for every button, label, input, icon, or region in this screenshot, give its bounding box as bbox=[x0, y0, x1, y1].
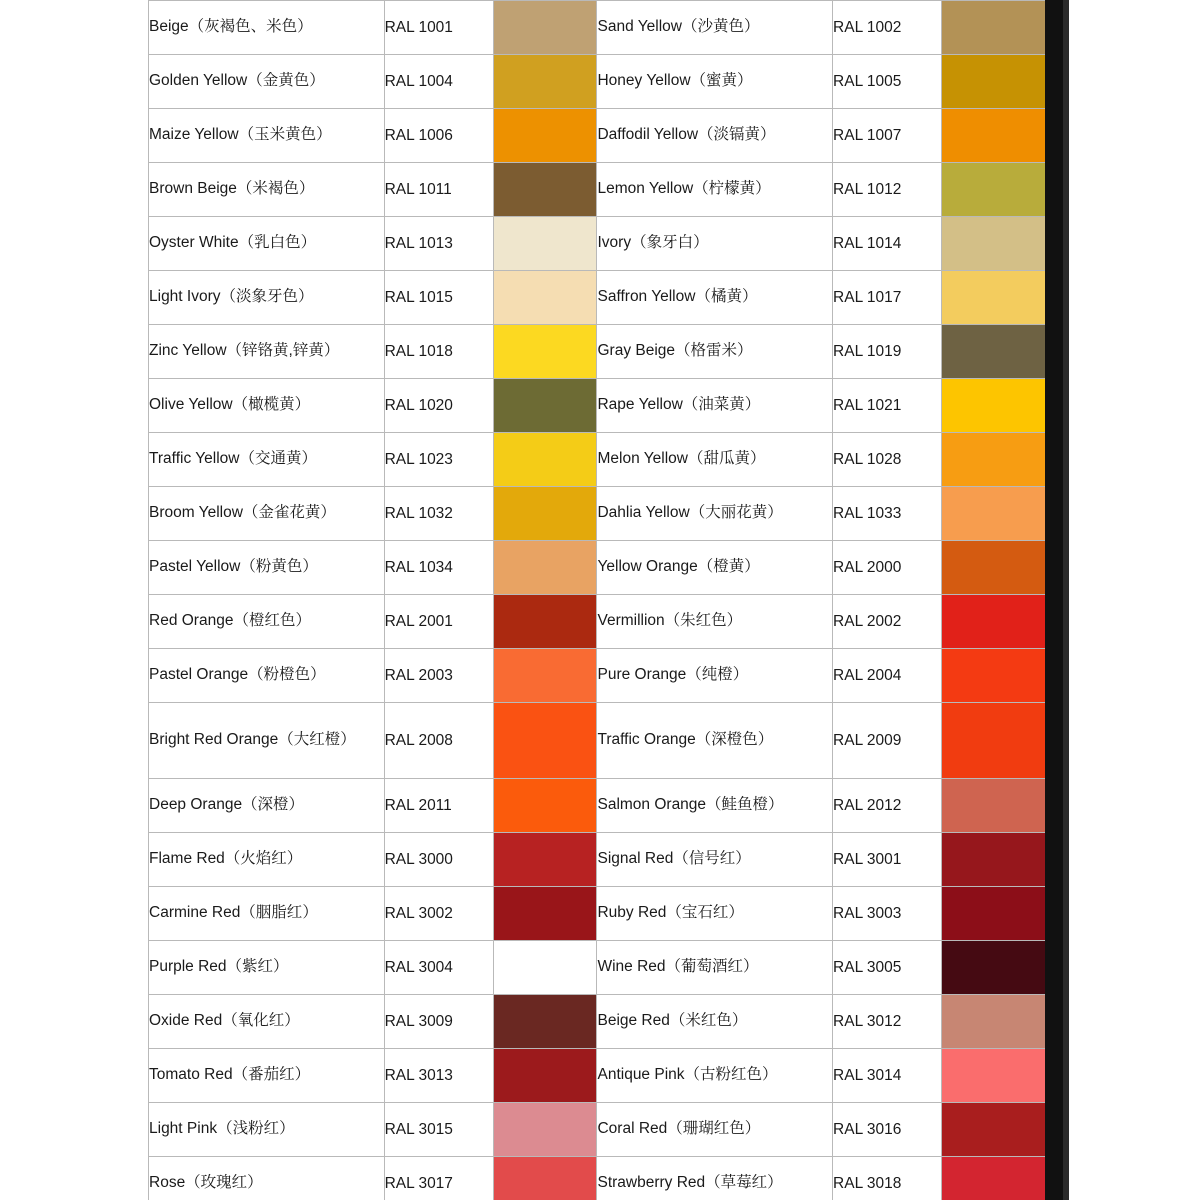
swatch-fill bbox=[494, 833, 597, 886]
swatch-fill bbox=[942, 779, 1045, 832]
swatch-fill bbox=[942, 1049, 1045, 1102]
table-row bbox=[149, 779, 1046, 833]
table-row bbox=[149, 55, 1046, 109]
color-swatch-left bbox=[493, 703, 597, 779]
swatch-fill bbox=[494, 217, 597, 270]
color-code-left: RAL 2008 bbox=[384, 703, 493, 779]
color-swatch-left bbox=[493, 433, 597, 487]
color-code-right: RAL 1002 bbox=[833, 1, 942, 55]
color-code-left: RAL 2001 bbox=[384, 595, 493, 649]
color-swatch-right bbox=[942, 379, 1046, 433]
color-code-left: RAL 3013 bbox=[384, 1049, 493, 1103]
color-swatch-left bbox=[493, 941, 597, 995]
color-swatch-right bbox=[942, 649, 1046, 703]
color-code-right: RAL 2004 bbox=[833, 649, 942, 703]
swatch-fill bbox=[942, 163, 1045, 216]
color-code-left: RAL 1015 bbox=[384, 271, 493, 325]
color-swatch-right bbox=[942, 1, 1046, 55]
swatch-fill bbox=[494, 1103, 597, 1156]
color-swatch-left bbox=[493, 887, 597, 941]
color-name-right: Lemon Yellow（柠檬黄） bbox=[597, 163, 833, 217]
color-name-right: Vermillion（朱红色） bbox=[597, 595, 833, 649]
color-swatch-left bbox=[493, 595, 597, 649]
color-name-left: Deep Orange（深橙） bbox=[149, 779, 385, 833]
color-code-left: RAL 1032 bbox=[384, 487, 493, 541]
color-swatch-right bbox=[942, 1103, 1046, 1157]
color-swatch-left bbox=[493, 779, 597, 833]
color-name-right: Dahlia Yellow（大丽花黄） bbox=[597, 487, 833, 541]
color-swatch-right bbox=[942, 887, 1046, 941]
table-row bbox=[149, 1103, 1046, 1157]
color-swatch-left bbox=[493, 55, 597, 109]
color-code-right: RAL 2012 bbox=[833, 779, 942, 833]
page-edge-shadow bbox=[1045, 0, 1063, 1200]
color-name-right: Coral Red（珊瑚红色） bbox=[597, 1103, 833, 1157]
table-row bbox=[149, 379, 1046, 433]
page-outer-margin bbox=[1069, 0, 1200, 1200]
swatch-fill bbox=[942, 541, 1045, 594]
color-name-left: Rose（玫瑰红） bbox=[149, 1157, 385, 1200]
color-name-right: Salmon Orange（鲑鱼橙） bbox=[597, 779, 833, 833]
swatch-fill bbox=[494, 271, 597, 324]
color-swatch-right bbox=[942, 1049, 1046, 1103]
color-code-left: RAL 2003 bbox=[384, 649, 493, 703]
color-swatch-right bbox=[942, 55, 1046, 109]
color-code-right: RAL 3003 bbox=[833, 887, 942, 941]
color-code-left: RAL 3009 bbox=[384, 995, 493, 1049]
color-code-left: RAL 3017 bbox=[384, 1157, 493, 1200]
swatch-fill bbox=[942, 217, 1045, 270]
color-code-left: RAL 1023 bbox=[384, 433, 493, 487]
swatch-fill bbox=[942, 325, 1045, 378]
color-name-right: Signal Red（信号红） bbox=[597, 833, 833, 887]
color-swatch-right bbox=[942, 1157, 1046, 1200]
color-code-right: RAL 1021 bbox=[833, 379, 942, 433]
swatch-fill bbox=[942, 55, 1045, 108]
color-swatch-left bbox=[493, 163, 597, 217]
swatch-fill bbox=[494, 1157, 597, 1200]
table-row bbox=[149, 941, 1046, 995]
table-row bbox=[149, 109, 1046, 163]
color-name-right: Rape Yellow（油菜黄） bbox=[597, 379, 833, 433]
color-name-left: Zinc Yellow（锌铬黄,锌黄） bbox=[149, 325, 385, 379]
table-row bbox=[149, 595, 1046, 649]
color-name-left: Bright Red Orange（大红橙） bbox=[149, 703, 385, 779]
color-swatch-right bbox=[942, 995, 1046, 1049]
color-swatch-right bbox=[942, 325, 1046, 379]
swatch-fill bbox=[942, 941, 1045, 994]
color-code-right: RAL 1019 bbox=[833, 325, 942, 379]
color-name-left: Light Pink（浅粉红） bbox=[149, 1103, 385, 1157]
color-code-left: RAL 1020 bbox=[384, 379, 493, 433]
swatch-fill bbox=[494, 379, 597, 432]
color-swatch-left bbox=[493, 217, 597, 271]
color-code-right: RAL 1005 bbox=[833, 55, 942, 109]
table-row bbox=[149, 541, 1046, 595]
color-code-left: RAL 1034 bbox=[384, 541, 493, 595]
swatch-fill bbox=[494, 55, 597, 108]
color-code-left: RAL 1004 bbox=[384, 55, 493, 109]
color-swatch-left bbox=[493, 833, 597, 887]
color-swatch-right bbox=[942, 779, 1046, 833]
color-swatch-right bbox=[942, 163, 1046, 217]
table-row bbox=[149, 887, 1046, 941]
color-code-right: RAL 3001 bbox=[833, 833, 942, 887]
color-swatch-left bbox=[493, 325, 597, 379]
color-name-right: Daffodil Yellow（淡镉黄） bbox=[597, 109, 833, 163]
color-name-right: Saffron Yellow（橘黄） bbox=[597, 271, 833, 325]
swatch-fill bbox=[494, 163, 597, 216]
color-name-left: Golden Yellow（金黄色） bbox=[149, 55, 385, 109]
color-swatch-right bbox=[942, 833, 1046, 887]
swatch-fill bbox=[494, 1, 597, 54]
color-swatch-left bbox=[493, 1103, 597, 1157]
table-row bbox=[149, 1049, 1046, 1103]
color-code-right: RAL 3005 bbox=[833, 941, 942, 995]
table-row bbox=[149, 703, 1046, 779]
table-row bbox=[149, 1157, 1046, 1200]
swatch-fill bbox=[942, 833, 1045, 886]
color-name-right: Ivory（象牙白） bbox=[597, 217, 833, 271]
color-code-left: RAL 1011 bbox=[384, 163, 493, 217]
color-name-left: Carmine Red（胭脂红） bbox=[149, 887, 385, 941]
swatch-fill bbox=[494, 1049, 597, 1102]
swatch-fill bbox=[942, 1, 1045, 54]
swatch-fill bbox=[942, 109, 1045, 162]
color-swatch-left bbox=[493, 379, 597, 433]
color-code-right: RAL 2000 bbox=[833, 541, 942, 595]
color-name-left: Oyster White（乳白色） bbox=[149, 217, 385, 271]
color-name-right: Beige Red（米红色） bbox=[597, 995, 833, 1049]
color-swatch-right bbox=[942, 217, 1046, 271]
color-code-right: RAL 3016 bbox=[833, 1103, 942, 1157]
swatch-fill bbox=[942, 887, 1045, 940]
color-name-left: Broom Yellow（金雀花黄） bbox=[149, 487, 385, 541]
color-code-left: RAL 1018 bbox=[384, 325, 493, 379]
swatch-fill bbox=[494, 703, 597, 778]
color-name-left: Flame Red（火焰红） bbox=[149, 833, 385, 887]
color-name-left: Maize Yellow（玉米黄色） bbox=[149, 109, 385, 163]
swatch-fill bbox=[942, 271, 1045, 324]
color-name-left: Olive Yellow（橄榄黄） bbox=[149, 379, 385, 433]
color-code-left: RAL 3004 bbox=[384, 941, 493, 995]
color-name-left: Purple Red（紫红） bbox=[149, 941, 385, 995]
color-code-left: RAL 1001 bbox=[384, 1, 493, 55]
swatch-fill bbox=[942, 433, 1045, 486]
color-swatch-left bbox=[493, 487, 597, 541]
color-swatch-right bbox=[942, 703, 1046, 779]
color-code-right: RAL 2009 bbox=[833, 703, 942, 779]
color-name-right: Pure Orange（纯橙） bbox=[597, 649, 833, 703]
color-swatch-right bbox=[942, 541, 1046, 595]
table-row bbox=[149, 433, 1046, 487]
color-name-left: Tomato Red（番茄红） bbox=[149, 1049, 385, 1103]
color-name-right: Sand Yellow（沙黄色） bbox=[597, 1, 833, 55]
swatch-fill bbox=[942, 1157, 1045, 1200]
swatch-fill bbox=[494, 649, 597, 702]
table-row bbox=[149, 649, 1046, 703]
color-name-left: Traffic Yellow（交通黄） bbox=[149, 433, 385, 487]
swatch-fill bbox=[494, 595, 597, 648]
color-code-right: RAL 1007 bbox=[833, 109, 942, 163]
swatch-fill bbox=[942, 1103, 1045, 1156]
table-row bbox=[149, 217, 1046, 271]
color-code-right: RAL 1017 bbox=[833, 271, 942, 325]
color-swatch-right bbox=[942, 487, 1046, 541]
table-row bbox=[149, 995, 1046, 1049]
color-swatch-left bbox=[493, 1157, 597, 1200]
table-row bbox=[149, 833, 1046, 887]
color-code-right: RAL 1033 bbox=[833, 487, 942, 541]
swatch-fill bbox=[494, 887, 597, 940]
color-swatch-left bbox=[493, 109, 597, 163]
color-swatch-right bbox=[942, 109, 1046, 163]
color-swatch-right bbox=[942, 433, 1046, 487]
color-code-left: RAL 3000 bbox=[384, 833, 493, 887]
color-swatch-left bbox=[493, 271, 597, 325]
color-code-left: RAL 1006 bbox=[384, 109, 493, 163]
color-name-right: Yellow Orange（橙黄） bbox=[597, 541, 833, 595]
color-code-right: RAL 1028 bbox=[833, 433, 942, 487]
color-code-right: RAL 1012 bbox=[833, 163, 942, 217]
color-code-left: RAL 3002 bbox=[384, 887, 493, 941]
swatch-fill bbox=[942, 995, 1045, 1048]
color-swatch-left bbox=[493, 995, 597, 1049]
color-name-left: Pastel Orange（粉橙色） bbox=[149, 649, 385, 703]
table-row bbox=[149, 325, 1046, 379]
color-swatch-left bbox=[493, 649, 597, 703]
color-name-left: Red Orange（橙红色） bbox=[149, 595, 385, 649]
color-name-right: Gray Beige（格雷米） bbox=[597, 325, 833, 379]
color-name-left: Oxide Red（氧化红） bbox=[149, 995, 385, 1049]
swatch-fill bbox=[494, 541, 597, 594]
swatch-fill bbox=[494, 995, 597, 1048]
swatch-fill bbox=[494, 325, 597, 378]
color-name-right: Traffic Orange（深橙色） bbox=[597, 703, 833, 779]
color-name-left: Brown Beige（米褐色） bbox=[149, 163, 385, 217]
color-code-right: RAL 1014 bbox=[833, 217, 942, 271]
table-row bbox=[149, 271, 1046, 325]
swatch-fill bbox=[494, 487, 597, 540]
color-name-right: Strawberry Red（草莓红） bbox=[597, 1157, 833, 1200]
color-code-right: RAL 3012 bbox=[833, 995, 942, 1049]
color-swatch-left bbox=[493, 1, 597, 55]
table-row bbox=[149, 163, 1046, 217]
color-code-left: RAL 3015 bbox=[384, 1103, 493, 1157]
color-name-right: Antique Pink（古粉红色） bbox=[597, 1049, 833, 1103]
swatch-fill bbox=[494, 941, 597, 994]
swatch-fill bbox=[942, 649, 1045, 702]
swatch-fill bbox=[494, 433, 597, 486]
color-name-right: Honey Yellow（蜜黄） bbox=[597, 55, 833, 109]
swatch-fill bbox=[942, 487, 1045, 540]
swatch-fill bbox=[942, 379, 1045, 432]
color-name-left: Beige（灰褐色、米色） bbox=[149, 1, 385, 55]
swatch-fill bbox=[942, 703, 1045, 778]
color-code-right: RAL 2002 bbox=[833, 595, 942, 649]
swatch-fill bbox=[494, 779, 597, 832]
table-row bbox=[149, 1, 1046, 55]
color-code-left: RAL 2011 bbox=[384, 779, 493, 833]
swatch-fill bbox=[494, 109, 597, 162]
color-name-right: Melon Yellow（甜瓜黄） bbox=[597, 433, 833, 487]
color-name-right: Wine Red（葡萄酒红） bbox=[597, 941, 833, 995]
color-name-left: Pastel Yellow（粉黄色） bbox=[149, 541, 385, 595]
color-swatch-right bbox=[942, 941, 1046, 995]
color-name-left: Light Ivory（淡象牙色） bbox=[149, 271, 385, 325]
color-code-right: RAL 3018 bbox=[833, 1157, 942, 1200]
swatch-fill bbox=[942, 595, 1045, 648]
color-swatch-right bbox=[942, 595, 1046, 649]
color-swatch-right bbox=[942, 271, 1046, 325]
color-name-right: Ruby Red（宝石红） bbox=[597, 887, 833, 941]
color-swatch-left bbox=[493, 541, 597, 595]
color-code-left: RAL 1013 bbox=[384, 217, 493, 271]
ral-color-table bbox=[148, 0, 1046, 1200]
color-code-right: RAL 3014 bbox=[833, 1049, 942, 1103]
color-swatch-left bbox=[493, 1049, 597, 1103]
table-row bbox=[149, 487, 1046, 541]
